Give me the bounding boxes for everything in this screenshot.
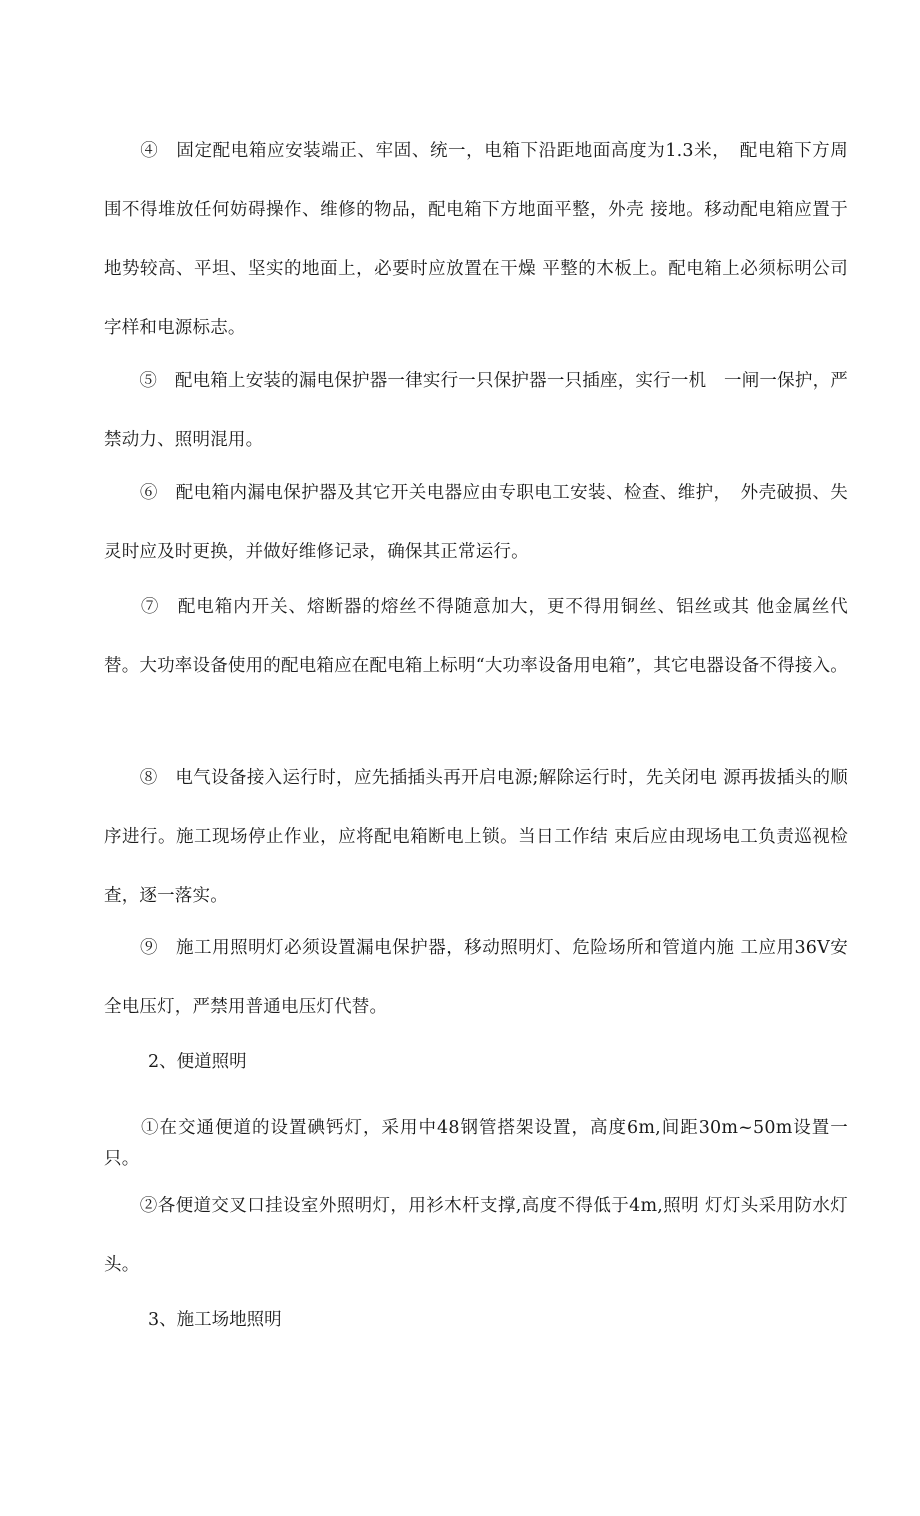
section-heading-site-lighting: 3、施工场地照明 — [148, 1310, 282, 1330]
paragraph-item-8: ⑧ 电气设备接入运行时，应先插插头再开启电源;解除运行时，先关闭电 源再拔插头的顺序进行。施工现场停止作业，应将配电箱断电上锁。当日工作结 束后应由现场电工负责巡视检查，逐一落实。 — [104, 768, 848, 906]
paragraph-item-4: ④ 固定配电箱应安装端正、牢固、统一，电箱下沿距地面高度为1.3米， 配电箱下方周围不得堆放任何妨碍操作、维修的物品，配电箱下方地面平整，外壳 接地。移动配电箱应置于地势较高、平坦、坚实的地面上，必要时应放置在干燥 平整的木板上。配电箱上必须标明公司字样和电源标志。 — [104, 141, 848, 338]
paragraph-item-7: ⑦ 配电箱内开关、熔断器的熔丝不得随意加大，更不得用铜丝、铝丝或其 他金属丝代替。大功率设备使用的配电箱应在配电箱上标明“大功率设备用电箱”，其它电器设备不得接入。 — [104, 597, 848, 676]
paragraph-item-9: ⑨ 施工用照明灯必须设置漏电保护器，移动照明灯、危险场所和管道内施 工应用36V安全电压灯，严禁用普通电压灯代替。 — [104, 938, 848, 1017]
paragraph-item-6: ⑥ 配电箱内漏电保护器及其它开关电器应由专职电工安装、检查、维护， 外壳破损、失灵时应及时更换，并做好维修记录，确保其正常运行。 — [104, 483, 848, 562]
road-lighting-item-2: ②各便道交叉口挂设室外照明灯，用衫木杆支撑,高度不得低于4m,照明 灯灯头采用防水灯头。 — [104, 1196, 848, 1275]
paragraph-item-5: ⑤ 配电箱上安装的漏电保护器一律实行一只保护器一只插座，实行一机 一闸一保护，严禁动力、照明混用。 — [104, 371, 848, 450]
road-lighting-item-1: ①在交通便道的设置碘钙灯，采用中48钢管搭架设置，高度6m,间距30m~50m设置一只。 — [104, 1118, 848, 1169]
section-heading-road-lighting: 2、便道照明 — [148, 1052, 247, 1072]
